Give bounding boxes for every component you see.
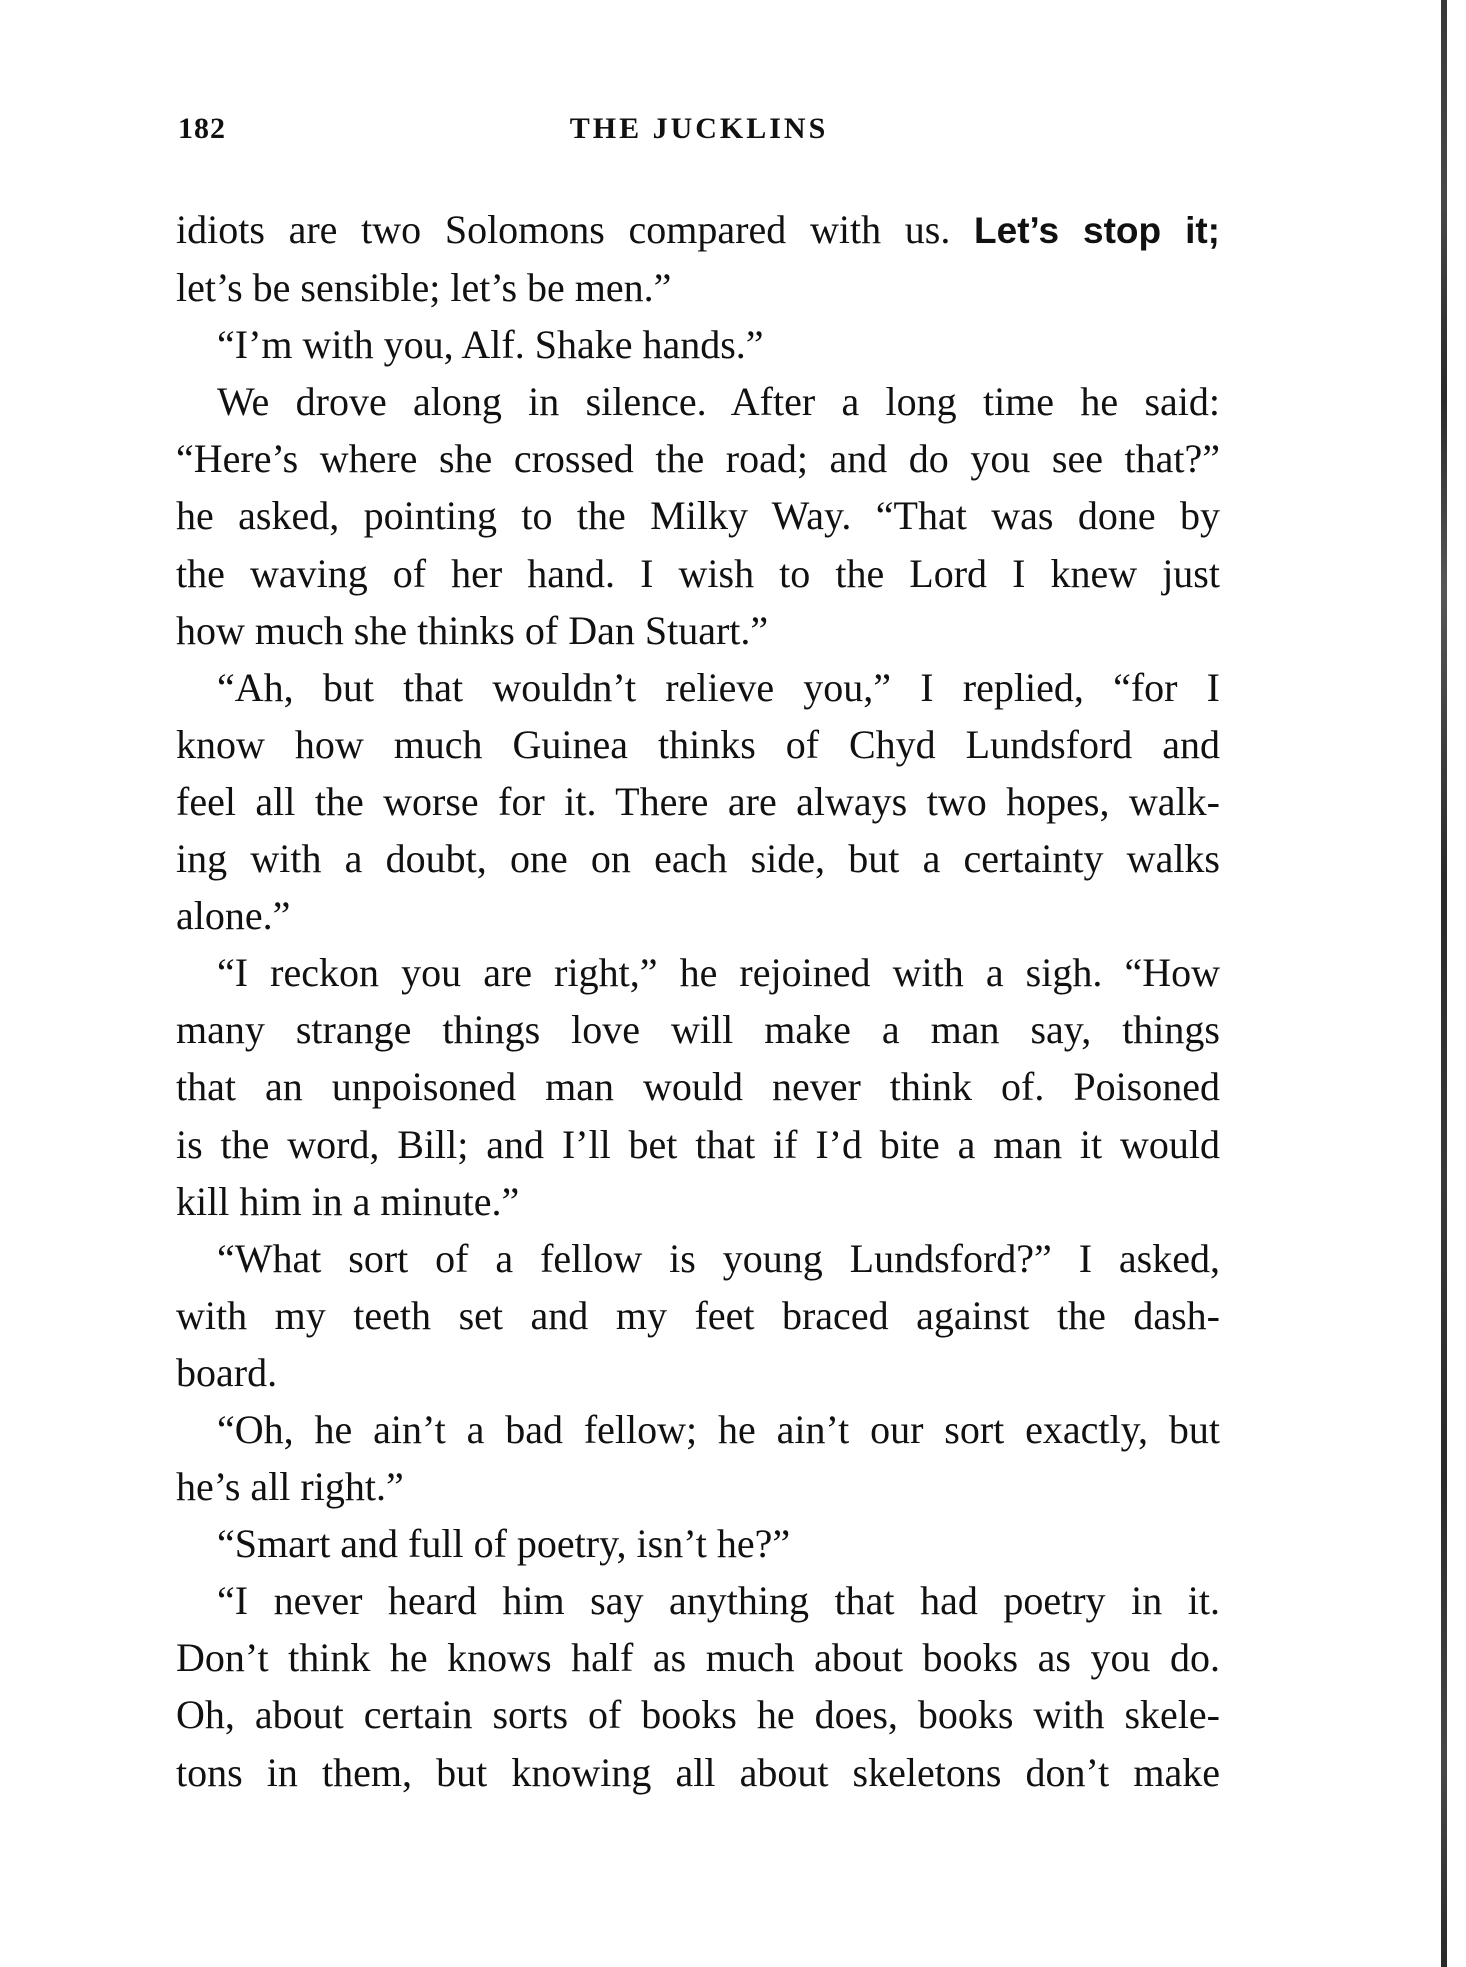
text-line: “Ah, but that wouldn’t relieve you,” I replied, “for I — [217, 664, 1220, 710]
text-line: feel all the worse for it. There are always two hopes, walk- — [176, 778, 1220, 824]
running-head: THE JUCKLINS — [569, 112, 829, 145]
text-line — [176, 201, 1220, 259]
text-line: alone.” — [176, 893, 291, 939]
text-line: “I reckon you are right,” he rejoined with a sigh. “How — [217, 950, 1220, 996]
text-line: We drove along in silence. After a long time he said: — [217, 379, 1220, 425]
text-line: many strange things love will make a man say, things — [176, 1007, 1220, 1053]
text-line: is the word, Bill; and I’ll bet that if I’d bite a man it would — [176, 1121, 1220, 1167]
text-line: tons in them, but knowing all about skeletons don’t make — [176, 1749, 1220, 1795]
text-line: with my teeth set and my feet braced against the dash- — [176, 1292, 1220, 1338]
text-run: idiots are two Solomons compared with us. — [176, 207, 975, 252]
bold-phrase: Let’s stop it; — [974, 210, 1220, 251]
text-line: “I’m with you, Alf. Shake hands.” — [217, 322, 764, 368]
text-line: ing with a doubt, one on each side, but a certainty walks — [176, 836, 1220, 882]
page-number: 182 — [178, 112, 226, 145]
text-line: “Here’s where she crossed the road; and do you see that?” — [176, 436, 1220, 482]
body-text — [176, 201, 1220, 1801]
text-line: Don’t think he knows half as much about books as you do. — [176, 1635, 1220, 1681]
text-line: kill him in a minute.” — [176, 1178, 520, 1224]
text-line: he asked, pointing to the Milky Way. “That was done by — [176, 493, 1220, 539]
text-line: let’s be sensible; let’s be men.” — [176, 265, 672, 311]
text-line: “Oh, he ain’t a bad fellow; he ain’t our sort exactly, but — [217, 1406, 1220, 1452]
text-line: he’s all right.” — [176, 1464, 404, 1510]
page-header — [178, 112, 1220, 162]
text-line: “What sort of a fellow is young Lundsford?” I asked, — [217, 1235, 1220, 1281]
text-line: Oh, about certain sorts of books he does, books with skele- — [176, 1692, 1220, 1738]
text-line: “I never heard him say anything that had poetry in it. — [217, 1578, 1220, 1624]
page-binding-edge — [1441, 0, 1447, 1967]
text-line: know how much Guinea thinks of Chyd Lundsford and — [176, 721, 1220, 767]
text-line: that an unpoisoned man would never think of. Poisoned — [176, 1064, 1220, 1110]
text-line: “Smart and full of poetry, isn’t he?” — [217, 1521, 791, 1567]
text-line: how much she thinks of Dan Stuart.” — [176, 607, 769, 653]
text-line: the waving of her hand. I wish to the Lord I knew just — [176, 550, 1220, 596]
text-line: board. — [176, 1349, 278, 1395]
